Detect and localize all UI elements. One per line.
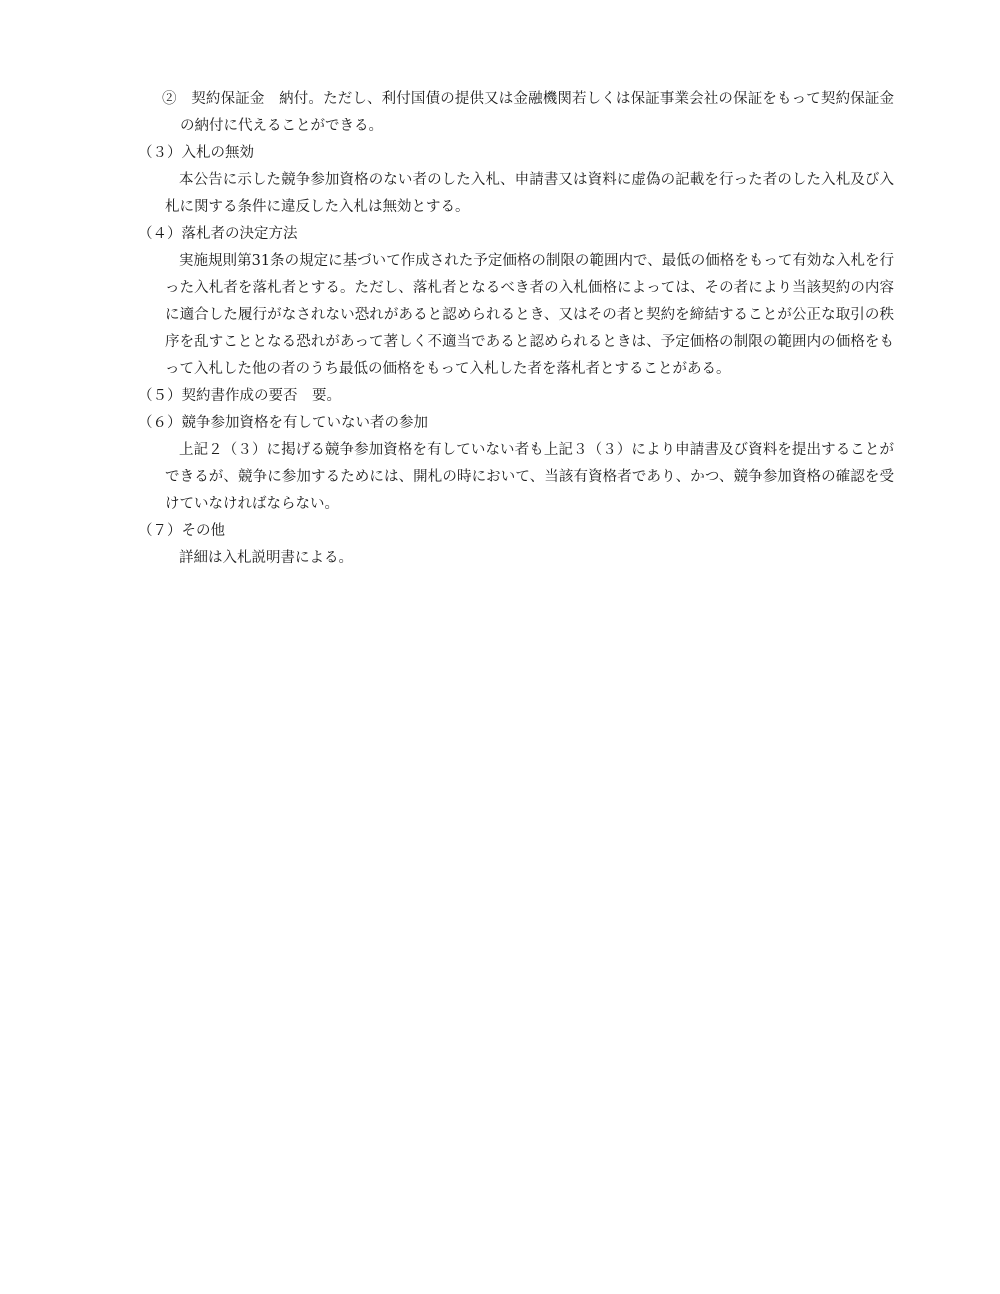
section-heading-unqualified-participation: （６）競争参加資格を有していない者の参加 bbox=[138, 415, 428, 431]
document-body bbox=[138, 86, 894, 572]
contract-deposit-item: ② 契約保証金 納付。ただし、利付国債の提供又は金融機関若しくは保証事業会社の保証をもって契約保証金の納付に代えることができる。 bbox=[162, 91, 894, 134]
section-heading-winner-decision: （４）落札者の決定方法 bbox=[138, 226, 298, 242]
winner-decision-text: 実施規則第31条の規定に基づいて作成された予定価格の制限の範囲内で、最低の価格をもって有効な入札を行った入札者を落札者とする。ただし、落札者となるべき者の入札価格によっては、その者により当該契約の内容に適合した履行がなされない恐れがあると認められるとき、又はその者と契約を締結することが公正な取引の秩序を乱すこととなる恐れがあって著しく不適当であると認められるときは、予定価格の制限の範囲内の価格をもって入札した他の者のうち最低の価格をもって入札した者を落札者とすることがある。 bbox=[165, 253, 894, 377]
invalid-bids-text: 本公告に示した競争参加資格のない者のした入札、申請書又は資料に虚偽の記載を行った者のした入札及び入札に関する条件に違反した入札は無効とする。 bbox=[165, 172, 894, 215]
other-text: 詳細は入札説明書による。 bbox=[179, 550, 353, 566]
section-heading-invalid-bids: （３）入札の無効 bbox=[138, 145, 254, 161]
section-heading-other: （７）その他 bbox=[138, 523, 225, 539]
section-heading-contract-document: （５）契約書作成の要否 要。 bbox=[138, 388, 341, 404]
unqualified-participation-text: 上記２（３）に掲げる競争参加資格を有していない者も上記３（３）により申請書及び資料を提出することができるが、競争に参加するためには、開札の時において、当該有資格者であり、かつ、競争参加資格の確認を受けていなければならない。 bbox=[165, 442, 894, 512]
